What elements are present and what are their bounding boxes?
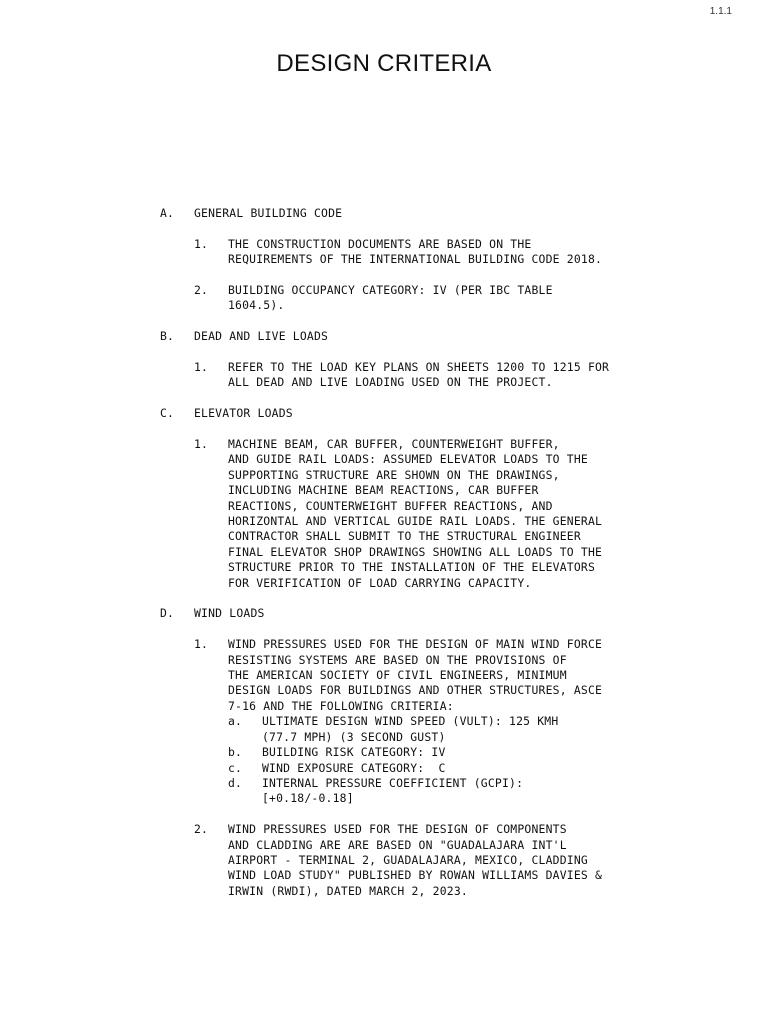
item-text-line: FOR VERIFICATION OF LOAD CARRYING CAPACITY. — [228, 575, 532, 590]
section-heading: DEAD AND LIVE LOADS — [194, 329, 329, 344]
item-list — [194, 360, 660, 391]
item-list — [194, 637, 660, 899]
item-text-line: MACHINE BEAM, CAR BUFFER, COUNTERWEIGHT BUFFER, — [228, 437, 560, 451]
page-title: DESIGN CRITERIA — [276, 50, 492, 77]
lettered-subitem — [228, 761, 660, 776]
item-number: 1. — [194, 360, 209, 374]
page-number: 1.1.1 — [709, 6, 732, 17]
item-text-line: CONTRACTOR SHALL SUBMIT TO THE STRUCTURAL ENGINEER — [228, 529, 581, 544]
section — [160, 406, 660, 591]
item-text-line: REFER TO THE LOAD KEY PLANS ON SHEETS 1200 TO 1215 FOR — [228, 360, 610, 374]
item-text-line: 7-16 AND THE FOLLOWING CRITERIA: — [228, 698, 454, 713]
numbered-item — [194, 237, 660, 268]
subitem-text-line: (77.7 MPH) (3 SECOND GUST) — [262, 729, 446, 744]
item-number: 1. — [194, 236, 209, 251]
item-text-line: AIRPORT - TERMINAL 2, GUADALAJARA, MEXICO, CLADDING — [228, 852, 588, 867]
item-text-line: FINAL ELEVATOR SHOP DRAWINGS SHOWING ALL LOADS TO THE — [228, 544, 603, 559]
item-text-line: WIND PRESSURES USED FOR THE DESIGN OF COMPONENTS — [228, 822, 567, 837]
item-list — [194, 437, 660, 591]
item-list — [194, 237, 660, 314]
item-text-line: IRWIN (RWDI), DATED MARCH 2, 2023. — [228, 883, 468, 898]
item-text-line: HORIZONTAL AND VERTICAL GUIDE RAIL LOADS. THE GENERAL — [228, 514, 603, 529]
item-number: 2. — [194, 822, 209, 837]
section-letter: A. — [160, 206, 175, 220]
item-text-line: ALL DEAD AND LIVE LOADING USED ON THE PROJECT. — [228, 375, 553, 390]
subitem-text-line: BUILDING RISK CATEGORY: IV — [262, 745, 446, 760]
item-text-line: AND CLADDING ARE ARE BASED ON "GUADALAJARA INT'L — [228, 837, 567, 852]
item-text-line: REQUIREMENTS OF THE INTERNATIONAL BUILDING CODE 2018. — [228, 252, 603, 267]
subitem-letter: c. — [228, 760, 243, 775]
numbered-item — [194, 283, 660, 314]
numbered-item — [194, 637, 660, 806]
subitem-letter: b. — [228, 745, 243, 760]
item-text-line: THE CONSTRUCTION DOCUMENTS ARE BASED ON THE — [228, 236, 532, 251]
item-text-line: REACTIONS, COUNTERWEIGHT BUFFER REACTIONS, AND — [228, 498, 553, 513]
item-text-line: 1604.5). — [228, 298, 285, 313]
item-text-line: BUILDING OCCUPANCY CATEGORY: IV (PER IBC TABLE — [228, 283, 553, 297]
lettered-subitem — [228, 714, 660, 745]
item-number: 1. — [194, 437, 209, 451]
item-text-line: AND GUIDE RAIL LOADS: ASSUMED ELEVATOR LOADS TO THE — [228, 452, 588, 467]
lettered-subitem — [228, 776, 660, 807]
subitem-text-line: ULTIMATE DESIGN WIND SPEED (VULT): 125 KMH — [262, 714, 559, 729]
section — [160, 329, 660, 391]
subitem-letter: a. — [228, 714, 243, 729]
numbered-item — [194, 360, 660, 391]
section-letter: B. — [160, 329, 175, 344]
item-number: 2. — [194, 283, 209, 297]
section — [160, 206, 660, 314]
subitem-list — [228, 714, 660, 806]
numbered-item — [194, 822, 660, 899]
item-text-line: DESIGN LOADS FOR BUILDINGS AND OTHER STRUCTURES, ASCE — [228, 683, 603, 698]
section-letter: D. — [160, 606, 175, 621]
subitem-text-line: WIND EXPOSURE CATEGORY: C — [262, 760, 446, 775]
section-heading: ELEVATOR LOADS — [194, 406, 293, 421]
design-criteria-body — [160, 206, 660, 915]
numbered-item — [194, 437, 660, 591]
item-text-line: WIND PRESSURES USED FOR THE DESIGN OF MAIN WIND FORCE — [228, 637, 603, 652]
lettered-subitem — [228, 745, 660, 760]
section-heading: WIND LOADS — [194, 606, 265, 621]
item-text-line: STRUCTURE PRIOR TO THE INSTALLATION OF THE ELEVATORS — [228, 560, 596, 575]
item-text-line: SUPPORTING STRUCTURE ARE SHOWN ON THE DRAWINGS, — [228, 467, 560, 482]
item-text-line: WIND LOAD STUDY" PUBLISHED BY ROWAN WILLIAMS DAVIES & — [228, 868, 603, 883]
item-text-line: RESISTING SYSTEMS ARE BASED ON THE PROVISIONS OF — [228, 652, 567, 667]
subitem-text-line: [+0.18/-0.18] — [262, 791, 354, 806]
item-number: 1. — [194, 637, 209, 652]
item-text-line: THE AMERICAN SOCIETY OF CIVIL ENGINEERS, MINIMUM — [228, 668, 567, 683]
section — [160, 606, 660, 899]
subitem-text-line: INTERNAL PRESSURE COEFFICIENT (GCPI): — [262, 775, 524, 790]
item-text-line: INCLUDING MACHINE BEAM REACTIONS, CAR BUFFER — [228, 483, 539, 498]
section-letter: C. — [160, 406, 175, 421]
subitem-letter: d. — [228, 775, 243, 790]
section-heading: GENERAL BUILDING CODE — [194, 206, 343, 220]
